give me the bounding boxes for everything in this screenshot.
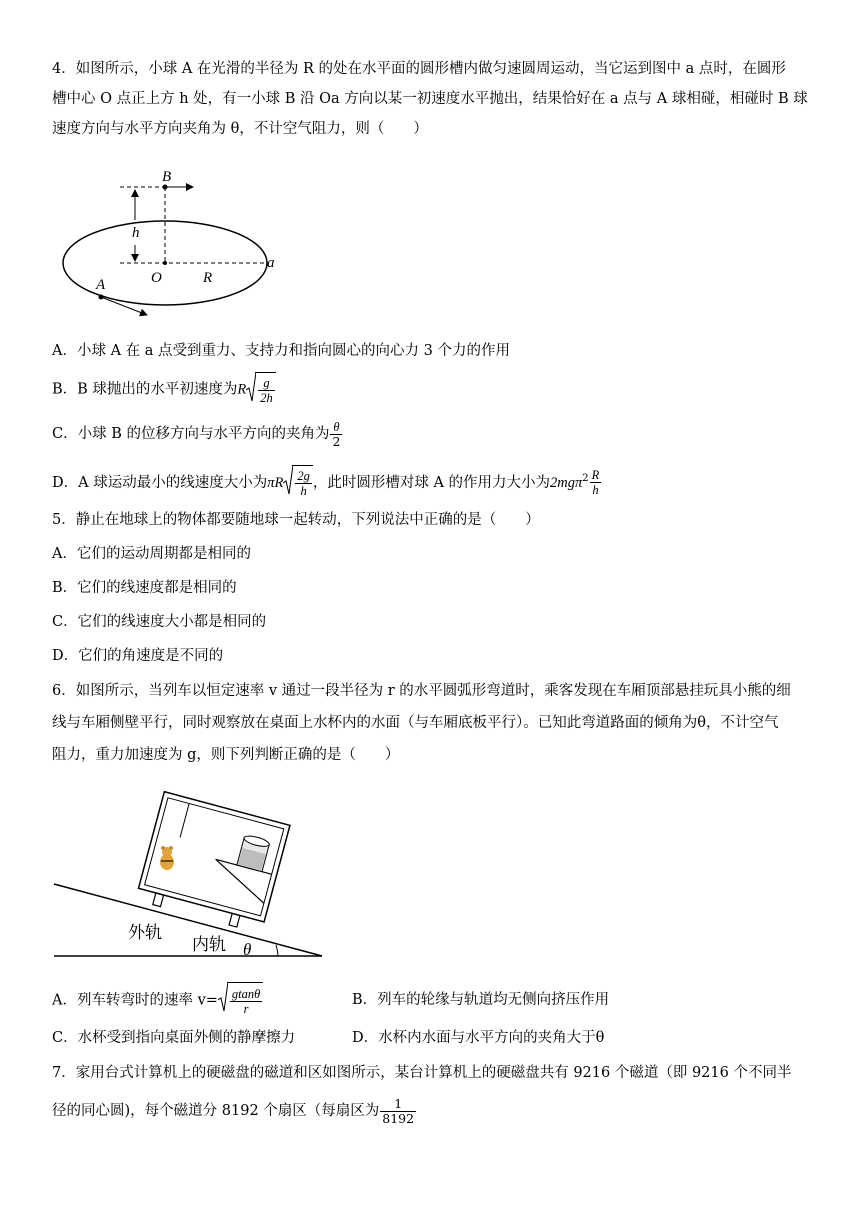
q4-figure xyxy=(55,165,295,325)
q7-frac-num: 1 xyxy=(380,1097,416,1112)
q4-option-d-num2: R xyxy=(591,468,600,483)
q6-label-theta: θ xyxy=(243,940,252,959)
q6-option-d: D．水杯内水面与水平方向的夹角大于θ xyxy=(352,1030,605,1046)
q4-option-c xyxy=(52,417,343,451)
q4-option-a: A．小球 A 在 a 点受到重力、支持力和指向圆心的向心力 3 个力的作用 xyxy=(52,343,510,359)
q4-option-d xyxy=(52,462,602,500)
q4-stem-line1: 4．如图所示，小球 A 在光滑的半径为 R 的处在水平面的圆形槽内做匀速圆周运动，当它运到图中 a 点时，在圆形 xyxy=(52,61,786,77)
q6-option-a-den: r xyxy=(243,1001,249,1016)
q4-option-c-text: C．小球 B 的位移方向与水平方向的夹角为 xyxy=(52,426,330,442)
bear-toy-icon xyxy=(160,846,174,870)
q4-option-c-num: θ xyxy=(330,420,342,435)
q4-option-d-coef: 2mgπ xyxy=(550,474,583,491)
q4-option-b-num: g xyxy=(258,376,275,391)
q4-option-b-R: R xyxy=(237,381,247,398)
q4-option-d-mid: ，此时圆形槽对球 A 的作用力大小为 xyxy=(312,474,551,491)
q4-option-b-text: B．B 球抛出的水平初速度为 xyxy=(52,381,238,398)
q4-option-d-den2: h xyxy=(592,483,599,498)
q5-option-d: D．它们的角速度是不同的 xyxy=(52,648,224,664)
q4-option-b-den: 2h xyxy=(260,390,273,405)
q6-option-a-text: A．列车转弯时的速率 v= xyxy=(52,992,218,1009)
q5-option-b: B．它们的线速度都是相同的 xyxy=(52,580,237,596)
q4-stem-line3: 速度方向与水平方向夹角为 θ，不计空气阻力，则（ ） xyxy=(52,121,428,137)
q4-option-d-den1: h xyxy=(300,483,307,498)
q6-stem-line3: 阻力，重力加速度为 g，则下列判断正确的是（ ） xyxy=(52,747,400,763)
q4-label-h: h xyxy=(132,225,140,241)
q7-frac-den: 8192 xyxy=(382,1110,415,1126)
q6-option-b: B．列车的轮缘与轨道均无侧向挤压作用 xyxy=(352,992,610,1008)
q4-label-a: a xyxy=(267,255,275,271)
q6-option-c: C．水杯受到指向桌面外侧的静摩擦力 xyxy=(52,1030,296,1046)
q4-label-B: B xyxy=(162,169,172,185)
q5-stem: 5．静止在地球上的物体都要随地球一起转动，下列说法中正确的是（ ） xyxy=(52,512,540,528)
q6-figure xyxy=(50,780,330,962)
q4-option-d-sup: 2 xyxy=(582,473,589,484)
q5-option-a: A．它们的运动周期都是相同的 xyxy=(52,546,251,562)
q7-stem-line2-text: 径的同心圆)，每个磁道分 8192 个扇区（每扇区为 xyxy=(52,1103,380,1119)
q6-stem-line2: 线与车厢侧壁平行，同时观察放在桌面上水杯内的水面（与车厢底板平行）。已知此弯道路面的倾角为θ，不计空气 xyxy=(52,715,779,731)
q4-option-b-sqrt xyxy=(246,372,276,407)
q4-option-d-sqrt xyxy=(283,465,313,500)
q4-label-R: R xyxy=(203,270,213,286)
q6-option-a-sqrt xyxy=(218,982,263,1019)
q6-label-inner: 内轨 xyxy=(192,935,226,954)
q4-option-d-text: D．A 球运动最小的线速度大小为 xyxy=(52,474,268,491)
q7-stem-line2 xyxy=(52,1093,417,1129)
q7-stem-line1: 7．家用台式计算机上的硬磁盘的磁道和区如图所示，某台计算机上的硬磁盘共有 9216 个磁道（即 9216 个不同半 xyxy=(52,1065,792,1081)
q6-stem-line1: 6．如图所示，当列车以恒定速率 v 通过一段半径为 r 的水平圆弧形弯道时，乘客发现在车厢顶部悬挂玩具小熊的细 xyxy=(52,683,791,699)
q4-option-d-num1: 2g xyxy=(297,468,310,483)
q4-label-A: A xyxy=(96,277,106,293)
q4-option-d-piR: πR xyxy=(267,474,284,491)
q6-label-outer: 外轨 xyxy=(128,923,162,942)
q4-option-c-den: 2 xyxy=(332,433,341,449)
q4-option-b xyxy=(52,372,276,407)
q4-label-O: O xyxy=(151,270,162,286)
q6-option-a-num: gtanθ xyxy=(231,986,261,1001)
q4-stem-line2: 槽中心 O 点正上方 h 处，有一小球 B 沿 Oa 方向以某一初速度水平抛出，结果恰好在 a 点与 A 球相碰，相碰时 B 球 xyxy=(52,91,808,107)
q5-option-c: C．它们的线速度大小都是相同的 xyxy=(52,614,267,630)
q6-option-a xyxy=(52,982,263,1019)
